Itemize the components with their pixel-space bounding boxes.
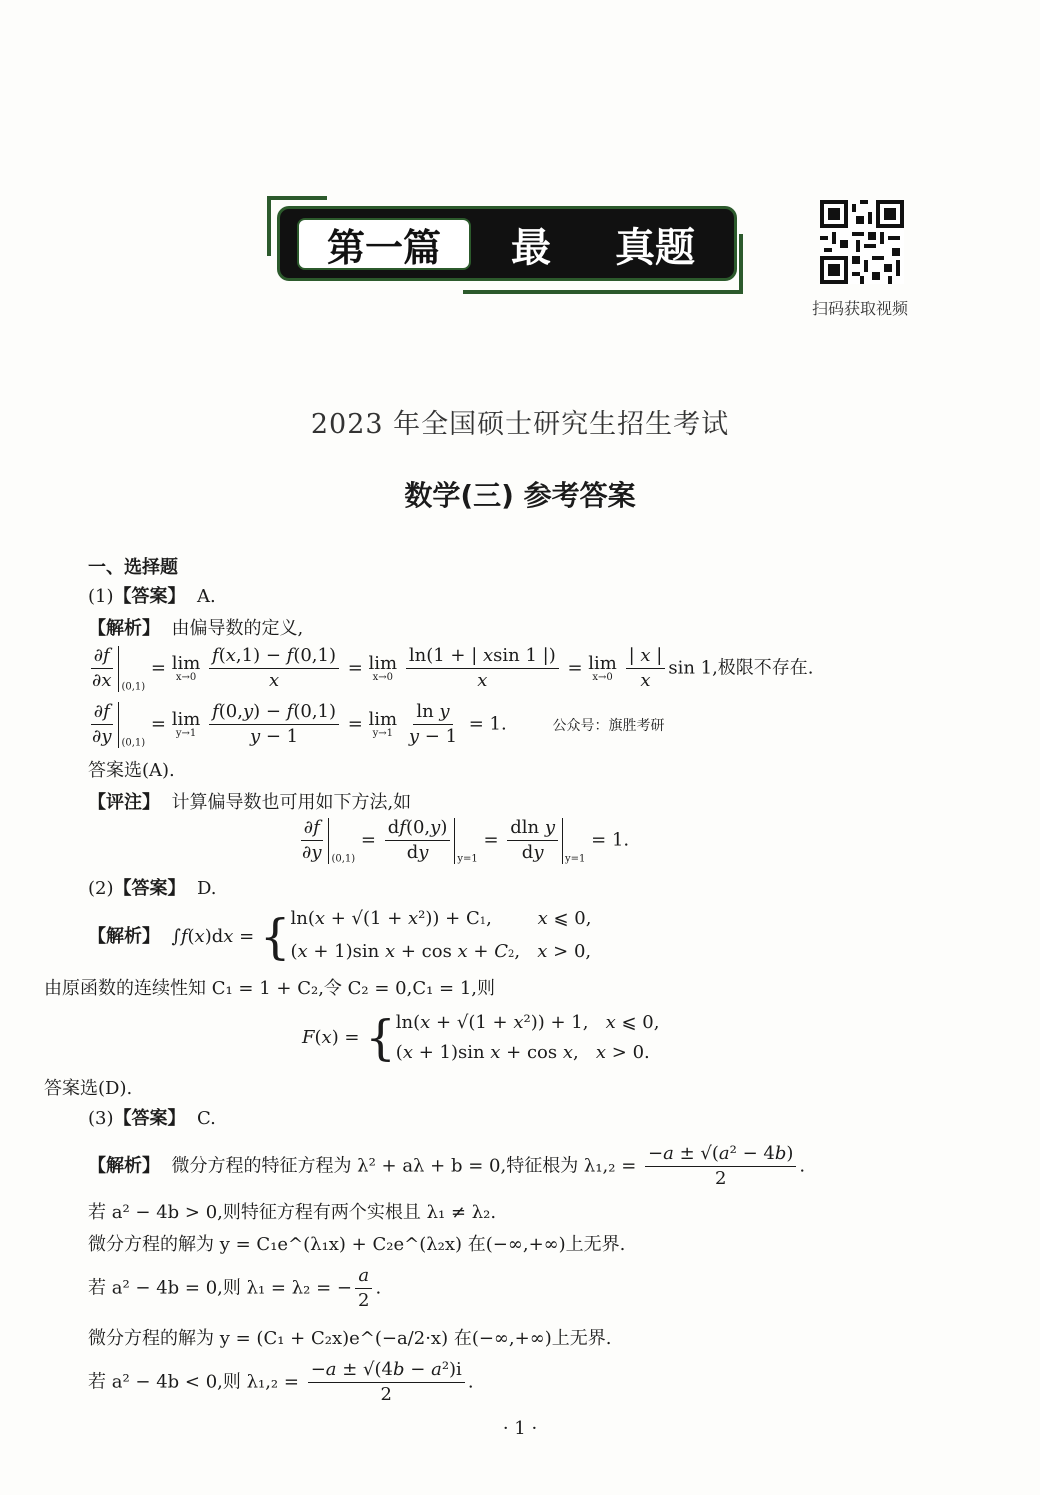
q3-case1-sol: 微分方程的解为 y = C₁e^(λ₁x) + C₂e^(λ₂x) 在(−∞,+∞)上无界.	[88, 1234, 626, 1255]
q2-continuity: 由原函数的连续性知 C₁ = 1 + C₂,令 C₂ = 0,C₁ = 1,则	[44, 978, 496, 999]
q3-case3: 若 a² − 4b < 0,则 λ₁,₂ = $\frac{\text{−a ± √(4b − a²)i}}{2}$ .	[88, 1359, 474, 1405]
q3-case2: 若 a² − 4b = 0,则 λ₁ = λ₂ = − $\frac{a}{2}$ .	[88, 1265, 382, 1311]
banner-word-2: 真题	[615, 225, 695, 271]
chapter-banner	[267, 196, 743, 294]
q1-analysis-line: 【解析】 由偏导数的定义,	[88, 618, 304, 639]
qr-code[interactable]	[820, 200, 904, 284]
q3-answer-line: (3)【答案】 C.	[88, 1108, 216, 1129]
q1-equation-y: $\frac{\partial f}{\partial y}$ $_{(0,1)}$ = lim y→1 $\frac{f(0,y) - f(0,1)}{y - 1}$ = lim y→1 $\frac{\text{ln y}}{y - 1}$ = 1. 公众号：旗胜考研	[92, 701, 665, 749]
q1-remark-line: 【评注】 计算偏导数也可用如下方法,如	[88, 792, 412, 813]
qr-caption: 扫码获取视频	[812, 299, 909, 318]
q2-integral: 【解析】 ∫f(x)dx = { ln(x + √(1 + x²)) + C1, x ⩽ 0, (x + 1)sin x + cos x + C2, x > 0,	[88, 908, 592, 965]
q1-remark-equation: $\frac{\partial f}{\partial y}$ $_{(0,1)}$ = $\frac{df(0,y)}{dy}$ $_{y=1}$ = $\frac{\text{dln y}}{dy}$ $_{y=1}$ = 1.	[302, 817, 630, 865]
page-number: · 1 ·	[502, 1418, 538, 1439]
q1-answer-line: (1)【答案】 A.	[88, 586, 216, 607]
q3-case1: 若 a² − 4b > 0,则特征方程有两个实根且 λ₁ ≠ λ₂.	[88, 1202, 497, 1223]
q2-F-definition: F(x) = { ln(x + √(1 + x²)) + 1, x ⩽ 0, (x + 1)sin x + cos x, x > 0.	[302, 1010, 660, 1066]
q2-answer-line: (2)【答案】 D.	[88, 878, 217, 899]
banner-word-1: 最	[511, 225, 551, 271]
exam-subtitle: 数学(三) 参考答案	[404, 479, 636, 512]
q1-choose: 答案选(A).	[88, 760, 175, 781]
watermark: 公众号：旗胜考研	[552, 717, 665, 734]
q1-equation-x: $\frac{\partial f}{\partial x}$ $_{(0,1)}$ = lim x→0 $\frac{f(x,1) - f(0,1)}{x}$ = lim x→0 $\frac{\ln(1 + | xsin 1 |)}{x}$ = lim x→0 $\frac{| x |}{x}$ sin 1,极限不存在.	[92, 645, 814, 693]
banner-part-label: 第一篇	[297, 218, 471, 270]
q2-choose: 答案选(D).	[44, 1078, 133, 1099]
q3-case2-sol: 微分方程的解为 y = (C₁ + C₂x)e^(−a/2·x) 在(−∞,+∞)上无界.	[88, 1328, 612, 1349]
q3-char-eq: 【解析】 微分方程的特征方程为 λ² + aλ + b = 0,特征根为 λ₁,₂ = $\frac{\text{−a ± √(a² − 4b)}}{2}$ .	[88, 1143, 806, 1189]
exam-title: 2023 年全国硕士研究生招生考试	[310, 409, 730, 440]
section-heading: 一、选择题	[88, 557, 178, 578]
